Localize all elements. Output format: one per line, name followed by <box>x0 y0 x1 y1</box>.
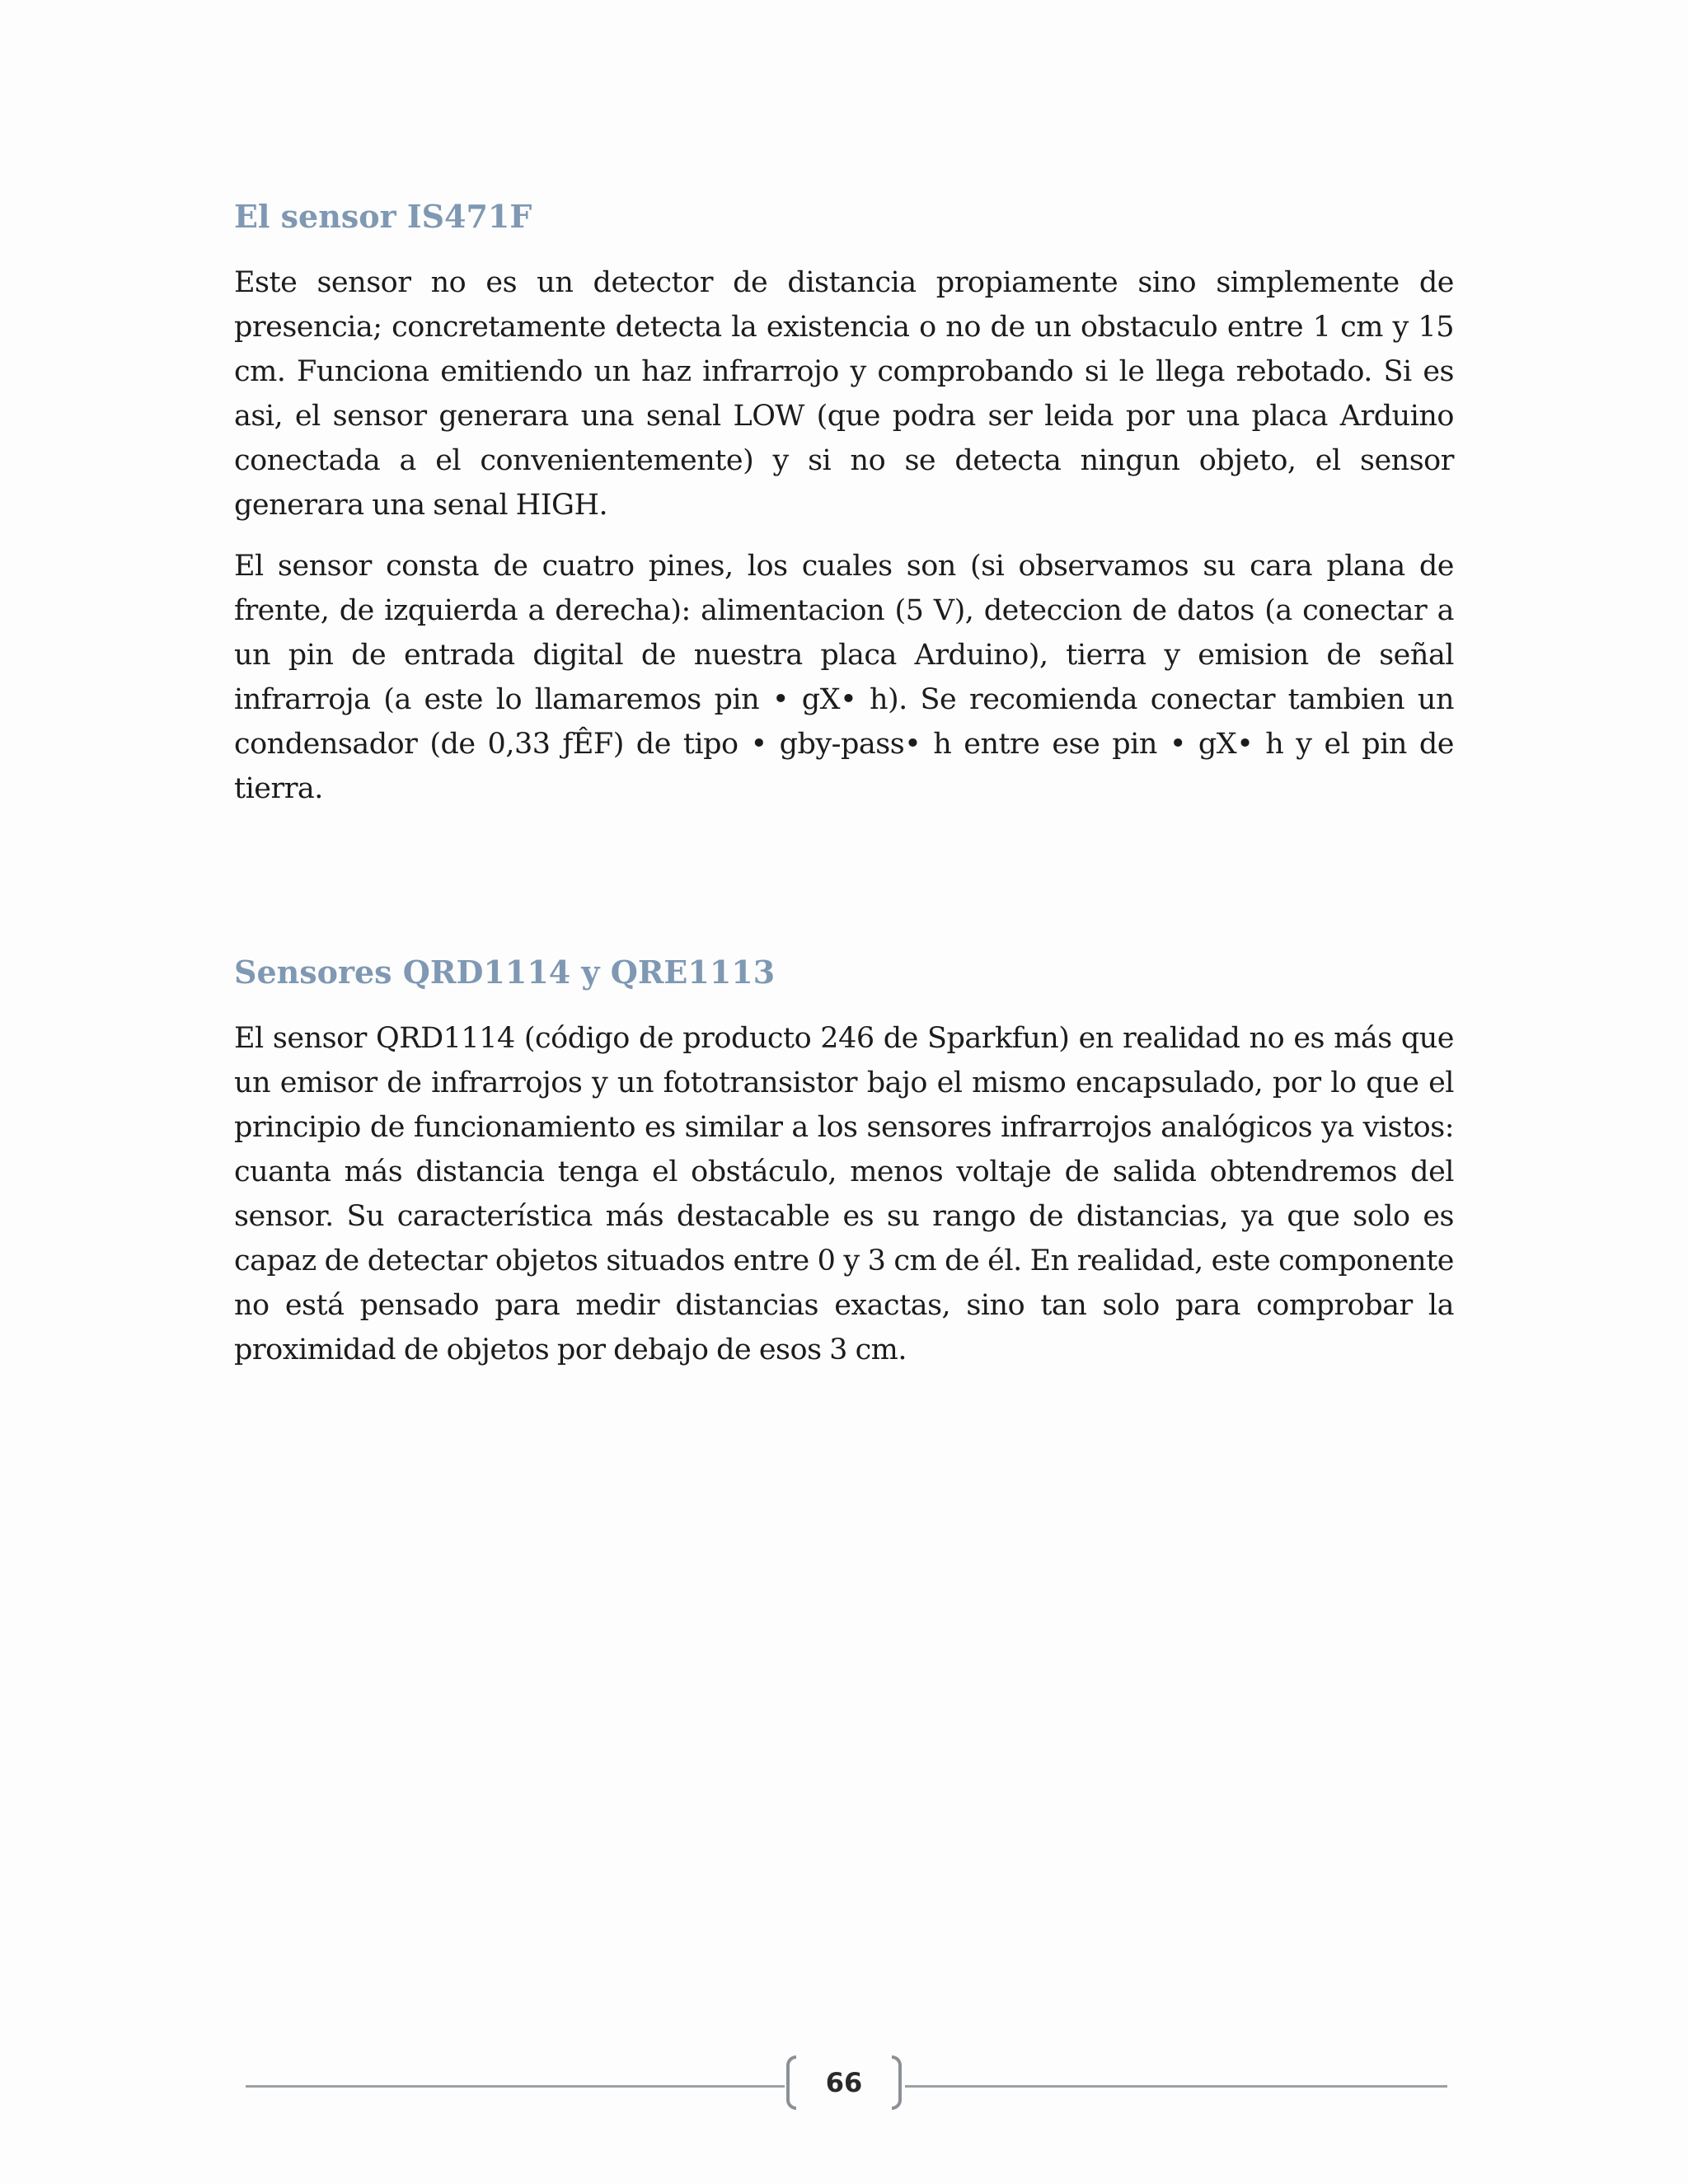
left-bracket-icon <box>786 2055 796 2110</box>
page-number: 66 <box>825 2067 863 2098</box>
footer-rule-right <box>905 2085 1447 2088</box>
right-bracket-icon <box>892 2055 902 2110</box>
body-paragraph: Este sensor no es un detector de distancia propiamente sino simplemente de presencia; concretamente detecta la existencia o no de un obstaculo entre 1 cm y 15 cm. Funciona emitiendo un haz infrarrojo y comprobando si le llega rebotado. Si es asi, el sensor generara una senal LOW (que podra ser leida por una placa Arduino conectada a el convenientemente) y si no se detecta ningun objeto, el sensor generara una senal HIGH. <box>234 266 1454 522</box>
body-paragraph: El sensor consta de cuatro pines, los cuales son (si observamos su cara plana de frente, de izquierda a derecha): alimentacion (5 V), deteccion de datos (a conectar a un pin de entrada digital de nuestra placa Arduino), tierra y emision de señal infrarroja (a este lo llamaremos pin • gX• h). Se recomienda conectar tambien un condensador (de 0,33 ƒÊF) de tipo • gby-pass• h entre ese pin • gX• h y el pin de tierra. <box>234 550 1454 805</box>
footer-rule-left <box>246 2085 785 2088</box>
section-heading: Sensores QRD1114 y QRE1113 <box>234 954 776 991</box>
section-is471f <box>234 188 1454 827</box>
page-footer <box>246 2052 1447 2118</box>
section-qrd1114-qre1113 <box>234 944 1454 1389</box>
section-heading: El sensor IS471F <box>234 198 532 235</box>
body-paragraph: El sensor QRD1114 (código de producto 246 de Sparkfun) en realidad no es más que un emisor de infrarrojos y un fototransistor bajo el mismo encapsulado, por lo que el principio de funcionamiento es similar a los sensores infrarrojos analógicos ya vistos: cuanta más distancia tenga el obstáculo, menos voltaje de salida obtendremos del sensor. Su característica más destacable es su rango de distancias, ya que solo es capaz de detectar objetos situados entre 0 y 3 cm de él. En realidad, este componente no está pensado para medir distancias exactas, sino tan solo para comprobar la proximidad de objetos por debajo de esos 3 cm. <box>234 1022 1454 1366</box>
